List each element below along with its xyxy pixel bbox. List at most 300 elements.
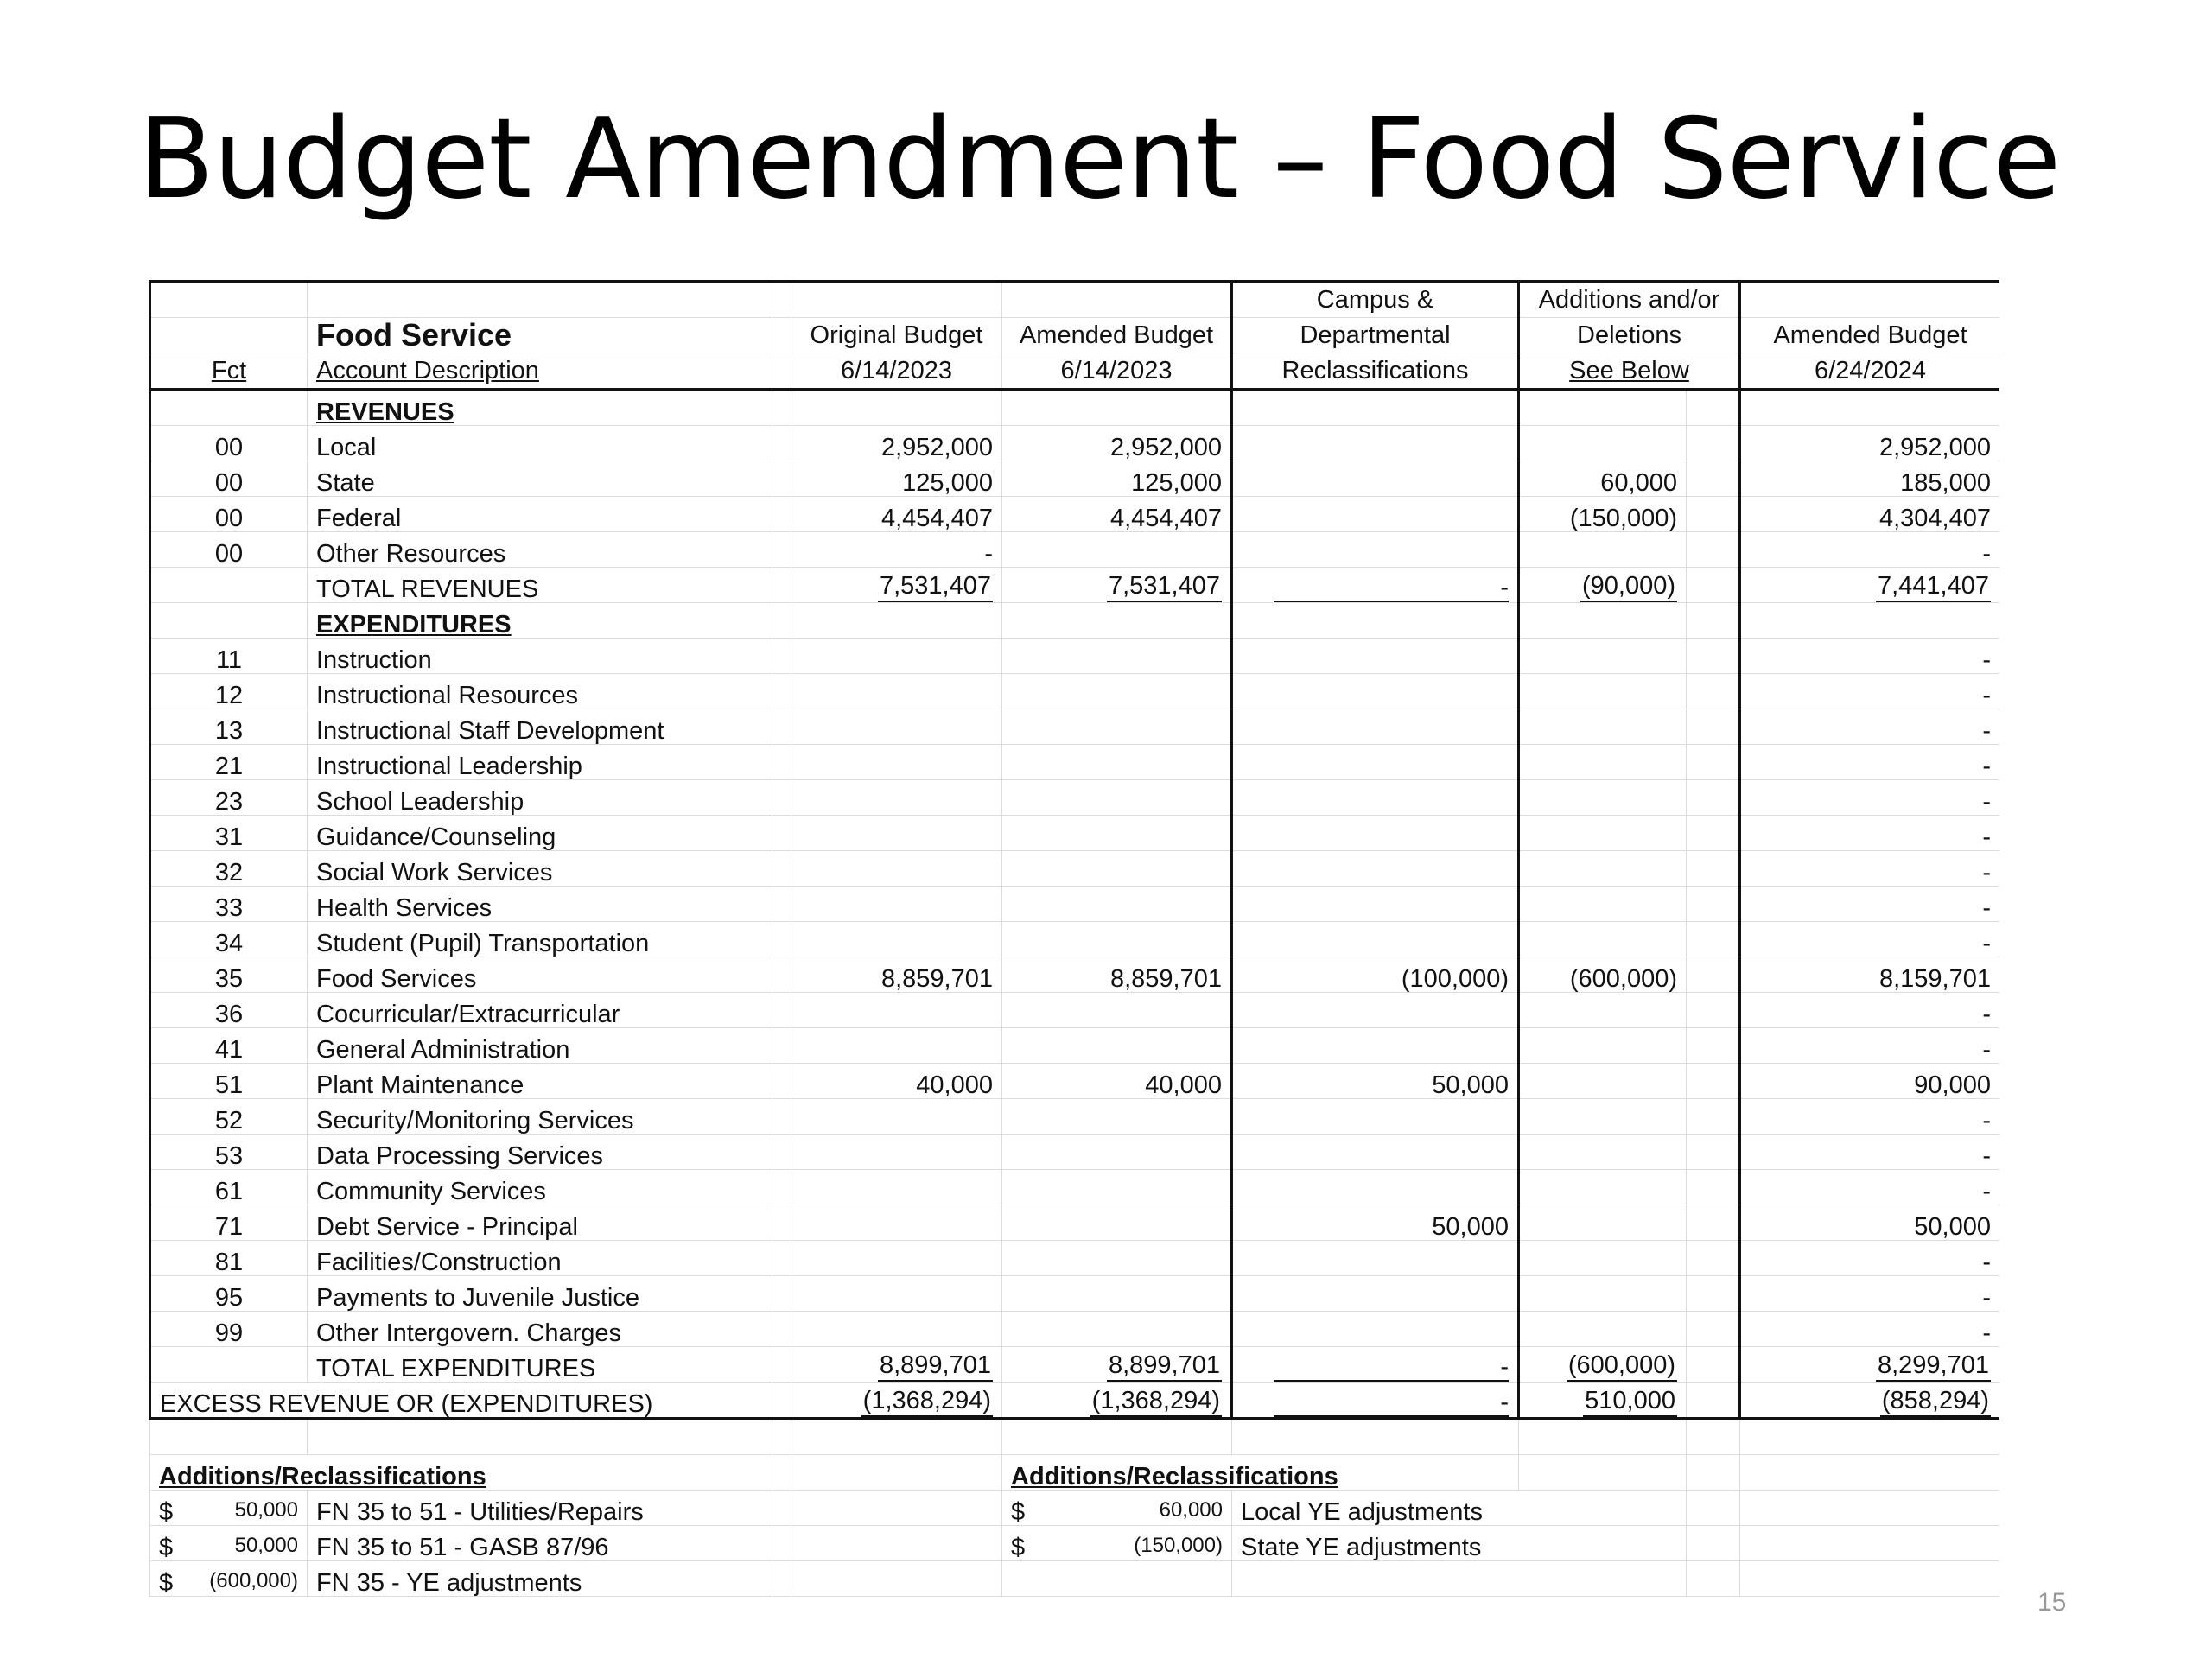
empty-cell xyxy=(1740,1455,2000,1491)
campus-reclass-value xyxy=(1232,816,1519,851)
amended-budget-value xyxy=(1002,780,1232,816)
fct-code: 12 xyxy=(150,674,308,709)
empty-cell xyxy=(1740,1491,2000,1526)
campus-reclass-value xyxy=(1232,1170,1519,1205)
cell xyxy=(1740,1347,2000,1382)
additions-value xyxy=(1519,1099,1687,1135)
amended-budget-value xyxy=(1002,1312,1232,1347)
final-budget-value: 4,304,407 xyxy=(1740,497,2000,532)
empty-cell xyxy=(772,461,791,497)
amended-budget-value: 40,000 xyxy=(1002,1064,1232,1099)
original-budget-value xyxy=(791,709,1002,745)
total-expenditures-row xyxy=(150,1347,2000,1382)
original-budget-value xyxy=(791,1241,1002,1276)
final-budget-value: - xyxy=(1740,674,2000,709)
fct-code: 36 xyxy=(150,993,308,1028)
additions-value xyxy=(1519,745,1687,780)
empty-cell xyxy=(1687,497,1740,532)
account-description: Instructional Resources xyxy=(308,674,772,709)
empty-cell xyxy=(1687,957,1740,993)
currency-symbol: $ xyxy=(159,1569,174,1597)
note-text: Local YE adjustments xyxy=(1232,1491,1687,1526)
header-account-description: Account Description xyxy=(316,356,539,385)
expenditure-row xyxy=(150,1028,2000,1064)
note-amount: 50,000 xyxy=(234,1498,298,1522)
empty-cell xyxy=(1687,1205,1740,1241)
account-description: Security/Monitoring Services xyxy=(308,1099,772,1135)
fct-code: 81 xyxy=(150,1241,308,1276)
empty-cell xyxy=(1687,887,1740,922)
original-budget-value xyxy=(791,816,1002,851)
empty-cell xyxy=(1687,1491,1740,1526)
campus-reclass-value xyxy=(1232,745,1519,780)
empty-cell xyxy=(791,1491,1002,1526)
amended-budget-value xyxy=(1002,709,1232,745)
amended-budget-value xyxy=(1002,816,1232,851)
empty-cell xyxy=(791,1455,1002,1491)
amended-budget-total: 8,899,701 xyxy=(1107,1353,1222,1382)
page-number: 15 xyxy=(2037,1588,2067,1617)
fct-code: 35 xyxy=(150,957,308,993)
header-campus-3: Reclassifications xyxy=(1232,353,1519,390)
expenditure-row xyxy=(150,674,2000,709)
campus-reclass-value xyxy=(1232,497,1519,532)
additions-value: (150,000) xyxy=(1519,497,1687,532)
empty-cell xyxy=(772,780,791,816)
excess-label: EXCESS REVENUE OR (EXPENDITURES) xyxy=(150,1382,772,1419)
budget-table xyxy=(149,280,1999,1597)
empty-cell xyxy=(772,851,791,887)
expenditure-row xyxy=(150,993,2000,1028)
additions-value xyxy=(1519,1170,1687,1205)
original-budget-value xyxy=(791,922,1002,957)
header-row-1 xyxy=(150,282,2000,318)
fct-code: 31 xyxy=(150,816,308,851)
campus-reclass-total: - xyxy=(1274,575,1509,602)
empty-cell xyxy=(772,922,791,957)
additions-value xyxy=(1519,816,1687,851)
total-expenditures-row-label: TOTAL EXPENDITURES xyxy=(308,1347,772,1382)
campus-reclass-value xyxy=(1232,461,1519,497)
final-budget-value: - xyxy=(1740,851,2000,887)
amended-budget-value xyxy=(1002,1241,1232,1276)
amended-budget-value xyxy=(1002,887,1232,922)
empty-cell xyxy=(1519,603,1687,639)
fct-code: 99 xyxy=(150,1312,308,1347)
additions-value xyxy=(1519,1276,1687,1312)
campus-reclass-value xyxy=(1232,1241,1519,1276)
empty-cell xyxy=(150,1419,308,1455)
header-original-date: 6/14/2023 xyxy=(791,353,1002,390)
account-description: Payments to Juvenile Justice xyxy=(308,1276,772,1312)
revenue-row xyxy=(150,461,2000,497)
empty-cell xyxy=(1740,603,2000,639)
amended-budget-value xyxy=(1002,674,1232,709)
empty-cell xyxy=(1519,390,1687,426)
empty-cell xyxy=(1232,1419,1519,1455)
empty-cell xyxy=(772,639,791,674)
empty-cell xyxy=(1687,816,1740,851)
fct-code: 53 xyxy=(150,1135,308,1170)
amended-budget-value xyxy=(1002,1276,1232,1312)
note-row xyxy=(150,1491,2000,1526)
empty-cell xyxy=(772,1028,791,1064)
final-budget-value: 2,952,000 xyxy=(1740,426,2000,461)
amended-budget-value: 2,952,000 xyxy=(1002,426,1232,461)
cell xyxy=(1740,1382,2000,1419)
empty-cell xyxy=(772,532,791,568)
empty-cell xyxy=(1687,1526,1740,1561)
empty-cell xyxy=(150,603,308,639)
campus-reclass-value xyxy=(1232,709,1519,745)
additions-total: (600,000) xyxy=(1567,1353,1677,1382)
notes-right-title: Additions/Reclassifications xyxy=(1011,1463,1338,1491)
account-description: Federal xyxy=(308,497,772,532)
empty-cell xyxy=(1687,603,1740,639)
original-budget-value xyxy=(791,1028,1002,1064)
amended-budget-value: 4,454,407 xyxy=(1002,497,1232,532)
empty-cell xyxy=(772,1312,791,1347)
original-budget-value xyxy=(791,1135,1002,1170)
header-additions-1: Additions and/or xyxy=(1519,282,1740,318)
original-budget-value: 40,000 xyxy=(791,1064,1002,1099)
additions-value xyxy=(1519,1064,1687,1099)
original-budget-value: - xyxy=(791,532,1002,568)
account-description: Guidance/Counseling xyxy=(308,816,772,851)
revenue-row xyxy=(150,532,2000,568)
note-amount-cell xyxy=(1002,1526,1232,1561)
empty-cell xyxy=(772,1170,791,1205)
empty-cell xyxy=(772,603,791,639)
expenditure-row xyxy=(150,1099,2000,1135)
note-amount: 50,000 xyxy=(234,1534,298,1557)
campus-reclass-total: - xyxy=(1274,1355,1509,1382)
empty-cell xyxy=(150,1347,308,1382)
note-row xyxy=(150,1561,2000,1597)
total-revenues-row xyxy=(150,568,2000,603)
original-budget-value xyxy=(791,745,1002,780)
empty-cell xyxy=(1687,639,1740,674)
empty-cell xyxy=(1687,709,1740,745)
amended-budget-value xyxy=(1002,922,1232,957)
final-budget-value: - xyxy=(1740,1241,2000,1276)
note-text: FN 35 - YE adjustments xyxy=(308,1561,772,1597)
additions-value xyxy=(1519,1205,1687,1241)
empty-cell xyxy=(1519,1455,1687,1491)
empty-cell xyxy=(1687,780,1740,816)
excess-row xyxy=(150,1382,2000,1419)
campus-reclass-value xyxy=(1232,1312,1519,1347)
expenditure-row xyxy=(150,957,2000,993)
original-budget-value xyxy=(791,1170,1002,1205)
account-description: Instruction xyxy=(308,639,772,674)
cell xyxy=(1519,1382,1687,1419)
campus-reclass-value xyxy=(1232,780,1519,816)
currency-symbol: $ xyxy=(1011,1534,1026,1561)
empty-cell xyxy=(772,1276,791,1312)
final-budget-value: 185,000 xyxy=(1740,461,2000,497)
excess-final: (858,294) xyxy=(1880,1389,1991,1417)
empty-cell xyxy=(791,1561,1002,1597)
fct-code: 34 xyxy=(150,922,308,957)
amended-budget-value: 125,000 xyxy=(1002,461,1232,497)
campus-reclass-value xyxy=(1232,674,1519,709)
note-amount: 60,000 xyxy=(1159,1498,1223,1522)
campus-reclass-value xyxy=(1232,922,1519,957)
original-budget-value xyxy=(791,639,1002,674)
expenditure-row xyxy=(150,887,2000,922)
final-budget-value: - xyxy=(1740,745,2000,780)
additions-value xyxy=(1519,426,1687,461)
note-amount-cell xyxy=(1002,1561,1232,1597)
expenditure-row xyxy=(150,1276,2000,1312)
empty-cell xyxy=(791,390,1002,426)
header-final-budget: Amended Budget xyxy=(1740,318,2000,353)
fct-code: 41 xyxy=(150,1028,308,1064)
header-fct: Fct xyxy=(211,356,247,385)
fct-code: 00 xyxy=(150,532,308,568)
amended-budget-value xyxy=(1002,851,1232,887)
empty-cell xyxy=(772,568,791,603)
final-budget-value: - xyxy=(1740,816,2000,851)
account-description: Social Work Services xyxy=(308,851,772,887)
empty-cell xyxy=(772,745,791,780)
amended-budget-value xyxy=(1002,532,1232,568)
excess-additions: 510,000 xyxy=(1583,1389,1677,1417)
revenue-row xyxy=(150,497,2000,532)
expenditure-row xyxy=(150,745,2000,780)
campus-reclass-value: 50,000 xyxy=(1232,1205,1519,1241)
final-budget-value: - xyxy=(1740,532,2000,568)
campus-reclass-value xyxy=(1232,851,1519,887)
account-description: Other Intergovern. Charges xyxy=(308,1312,772,1347)
expenditure-row xyxy=(150,709,2000,745)
amended-budget-value xyxy=(1002,1135,1232,1170)
note-amount: (150,000) xyxy=(1134,1534,1223,1557)
expenditure-row xyxy=(150,851,2000,887)
fct-code: 51 xyxy=(150,1064,308,1099)
header-campus-2: Departmental xyxy=(1232,318,1519,353)
empty-cell xyxy=(1519,1419,1687,1455)
final-budget-value: 90,000 xyxy=(1740,1064,2000,1099)
fct-code: 13 xyxy=(150,709,308,745)
campus-reclass-value xyxy=(1232,426,1519,461)
expenditure-row xyxy=(150,1064,2000,1099)
expenditure-row xyxy=(150,1241,2000,1276)
empty-cell xyxy=(1740,390,2000,426)
empty-cell xyxy=(772,1561,791,1597)
excess-amended: (1,368,294) xyxy=(1090,1389,1222,1417)
amended-budget-value: 8,859,701 xyxy=(1002,957,1232,993)
original-budget-value xyxy=(791,1205,1002,1241)
empty-cell xyxy=(1687,1135,1740,1170)
section-title: Food Service xyxy=(308,318,772,353)
campus-reclass-value xyxy=(1232,1276,1519,1312)
campus-reclass-value xyxy=(1232,639,1519,674)
campus-reclass-value xyxy=(1232,1099,1519,1135)
final-budget-value: - xyxy=(1740,709,2000,745)
empty-cell xyxy=(791,1419,1002,1455)
final-budget-total: 7,441,407 xyxy=(1876,574,1991,602)
campus-reclass-value: 50,000 xyxy=(1232,1064,1519,1099)
empty-cell xyxy=(772,1419,791,1455)
empty-cell xyxy=(772,1099,791,1135)
header-row-3 xyxy=(150,353,2000,390)
account-description: Debt Service - Principal xyxy=(308,1205,772,1241)
final-budget-value: - xyxy=(1740,993,2000,1028)
cell xyxy=(1002,1347,1232,1382)
final-budget-value: - xyxy=(1740,780,2000,816)
fct-code: 71 xyxy=(150,1205,308,1241)
amended-budget-total: 7,531,407 xyxy=(1107,574,1222,602)
note-text: State YE adjustments xyxy=(1232,1526,1687,1561)
expenditure-row xyxy=(150,1135,2000,1170)
account-description: Local xyxy=(308,426,772,461)
amended-budget-value xyxy=(1002,1205,1232,1241)
empty-cell xyxy=(791,1526,1002,1561)
header-final-date: 6/24/2024 xyxy=(1740,353,2000,390)
amended-budget-value xyxy=(1002,745,1232,780)
final-budget-value: - xyxy=(1740,1312,2000,1347)
campus-reclass-value xyxy=(1232,887,1519,922)
excess-original: (1,368,294) xyxy=(861,1389,993,1417)
empty-cell xyxy=(1687,568,1740,603)
final-budget-value: - xyxy=(1740,887,2000,922)
original-budget-value: 4,454,407 xyxy=(791,497,1002,532)
expenditure-row xyxy=(150,639,2000,674)
account-description: Health Services xyxy=(308,887,772,922)
fct-code: 11 xyxy=(150,639,308,674)
cell xyxy=(1002,568,1232,603)
empty-cell xyxy=(1687,1170,1740,1205)
empty-cell xyxy=(1687,745,1740,780)
empty-cell xyxy=(1740,1526,2000,1561)
expenditure-row xyxy=(150,1205,2000,1241)
cell xyxy=(1232,1347,1519,1382)
empty-cell xyxy=(1740,1419,2000,1455)
empty-cell xyxy=(1687,1028,1740,1064)
note-row xyxy=(150,1526,2000,1561)
note-amount-cell xyxy=(150,1491,308,1526)
account-description: Cocurricular/Extracurricular xyxy=(308,993,772,1028)
final-budget-value: - xyxy=(1740,639,2000,674)
account-description: Facilities/Construction xyxy=(308,1241,772,1276)
expenditure-row xyxy=(150,1170,2000,1205)
additions-value xyxy=(1519,674,1687,709)
empty-cell xyxy=(772,993,791,1028)
fct-code: 95 xyxy=(150,1276,308,1312)
fct-code: 23 xyxy=(150,780,308,816)
expenditures-heading xyxy=(150,603,2000,639)
total-revenues-row-label: TOTAL REVENUES xyxy=(308,568,772,603)
original-budget-value xyxy=(791,1312,1002,1347)
additions-value xyxy=(1519,1241,1687,1276)
empty-cell xyxy=(772,887,791,922)
cell xyxy=(308,390,772,426)
campus-reclass-value xyxy=(1232,532,1519,568)
final-budget-value: - xyxy=(1740,1135,2000,1170)
account-description: Student (Pupil) Transportation xyxy=(308,922,772,957)
revenue-row xyxy=(150,426,2000,461)
amended-budget-value xyxy=(1002,1170,1232,1205)
empty-cell xyxy=(1687,1241,1740,1276)
empty-cell xyxy=(772,1347,791,1382)
empty-cell xyxy=(1687,390,1740,426)
empty-cell xyxy=(772,1205,791,1241)
empty-cell xyxy=(772,426,791,461)
original-budget-value xyxy=(791,780,1002,816)
original-budget-value xyxy=(791,1099,1002,1135)
note-amount: (600,000) xyxy=(209,1569,298,1592)
additions-value xyxy=(1519,922,1687,957)
revenues-heading xyxy=(150,390,2000,426)
cell xyxy=(1519,1347,1687,1382)
note-text: FN 35 to 51 - GASB 87/96 xyxy=(308,1526,772,1561)
empty-cell xyxy=(1232,603,1519,639)
expenditures-heading-text: EXPENDITURES xyxy=(316,611,512,639)
cell xyxy=(791,1347,1002,1382)
empty-cell xyxy=(1002,1419,1232,1455)
original-budget-total: 8,899,701 xyxy=(878,1353,993,1382)
empty-cell xyxy=(772,1455,791,1491)
additions-value xyxy=(1519,780,1687,816)
header-amended-date: 6/14/2023 xyxy=(1002,353,1232,390)
final-budget-value: 8,159,701 xyxy=(1740,957,2000,993)
empty-cell xyxy=(1002,603,1232,639)
empty-cell xyxy=(772,1064,791,1099)
cell xyxy=(791,568,1002,603)
header-row-2 xyxy=(150,318,2000,353)
additions-value xyxy=(1519,1135,1687,1170)
slide-title: Budget Amendment – Food Service xyxy=(138,95,2061,224)
excess-campus: - xyxy=(1274,1390,1509,1417)
campus-reclass-value: (100,000) xyxy=(1232,957,1519,993)
cell xyxy=(1519,568,1687,603)
revenues-heading-text: REVENUES xyxy=(316,398,454,426)
empty-cell xyxy=(772,497,791,532)
original-budget-value xyxy=(791,1276,1002,1312)
empty-cell xyxy=(150,568,308,603)
empty-cell xyxy=(791,603,1002,639)
empty-cell xyxy=(308,1419,772,1455)
fct-code: 32 xyxy=(150,851,308,887)
additions-value xyxy=(1519,1028,1687,1064)
empty-cell xyxy=(772,390,791,426)
empty-cell xyxy=(772,1526,791,1561)
empty-cell xyxy=(150,390,308,426)
cell xyxy=(308,603,772,639)
currency-symbol: $ xyxy=(159,1498,174,1526)
amended-budget-value xyxy=(1002,1028,1232,1064)
note-amount-cell xyxy=(150,1526,308,1561)
empty-cell xyxy=(1687,674,1740,709)
additions-value xyxy=(1519,709,1687,745)
empty-cell xyxy=(1687,1064,1740,1099)
fct-code: 61 xyxy=(150,1170,308,1205)
fct-code: 52 xyxy=(150,1099,308,1135)
fct-code: 00 xyxy=(150,426,308,461)
empty-cell xyxy=(1687,1561,1740,1597)
expenditure-row xyxy=(150,816,2000,851)
fct-code: 21 xyxy=(150,745,308,780)
fct-code: 00 xyxy=(150,497,308,532)
additions-value: 60,000 xyxy=(1519,461,1687,497)
original-budget-value xyxy=(791,993,1002,1028)
currency-symbol: $ xyxy=(159,1534,174,1561)
original-budget-value xyxy=(791,851,1002,887)
empty-cell xyxy=(1687,1276,1740,1312)
final-budget-value: 50,000 xyxy=(1740,1205,2000,1241)
